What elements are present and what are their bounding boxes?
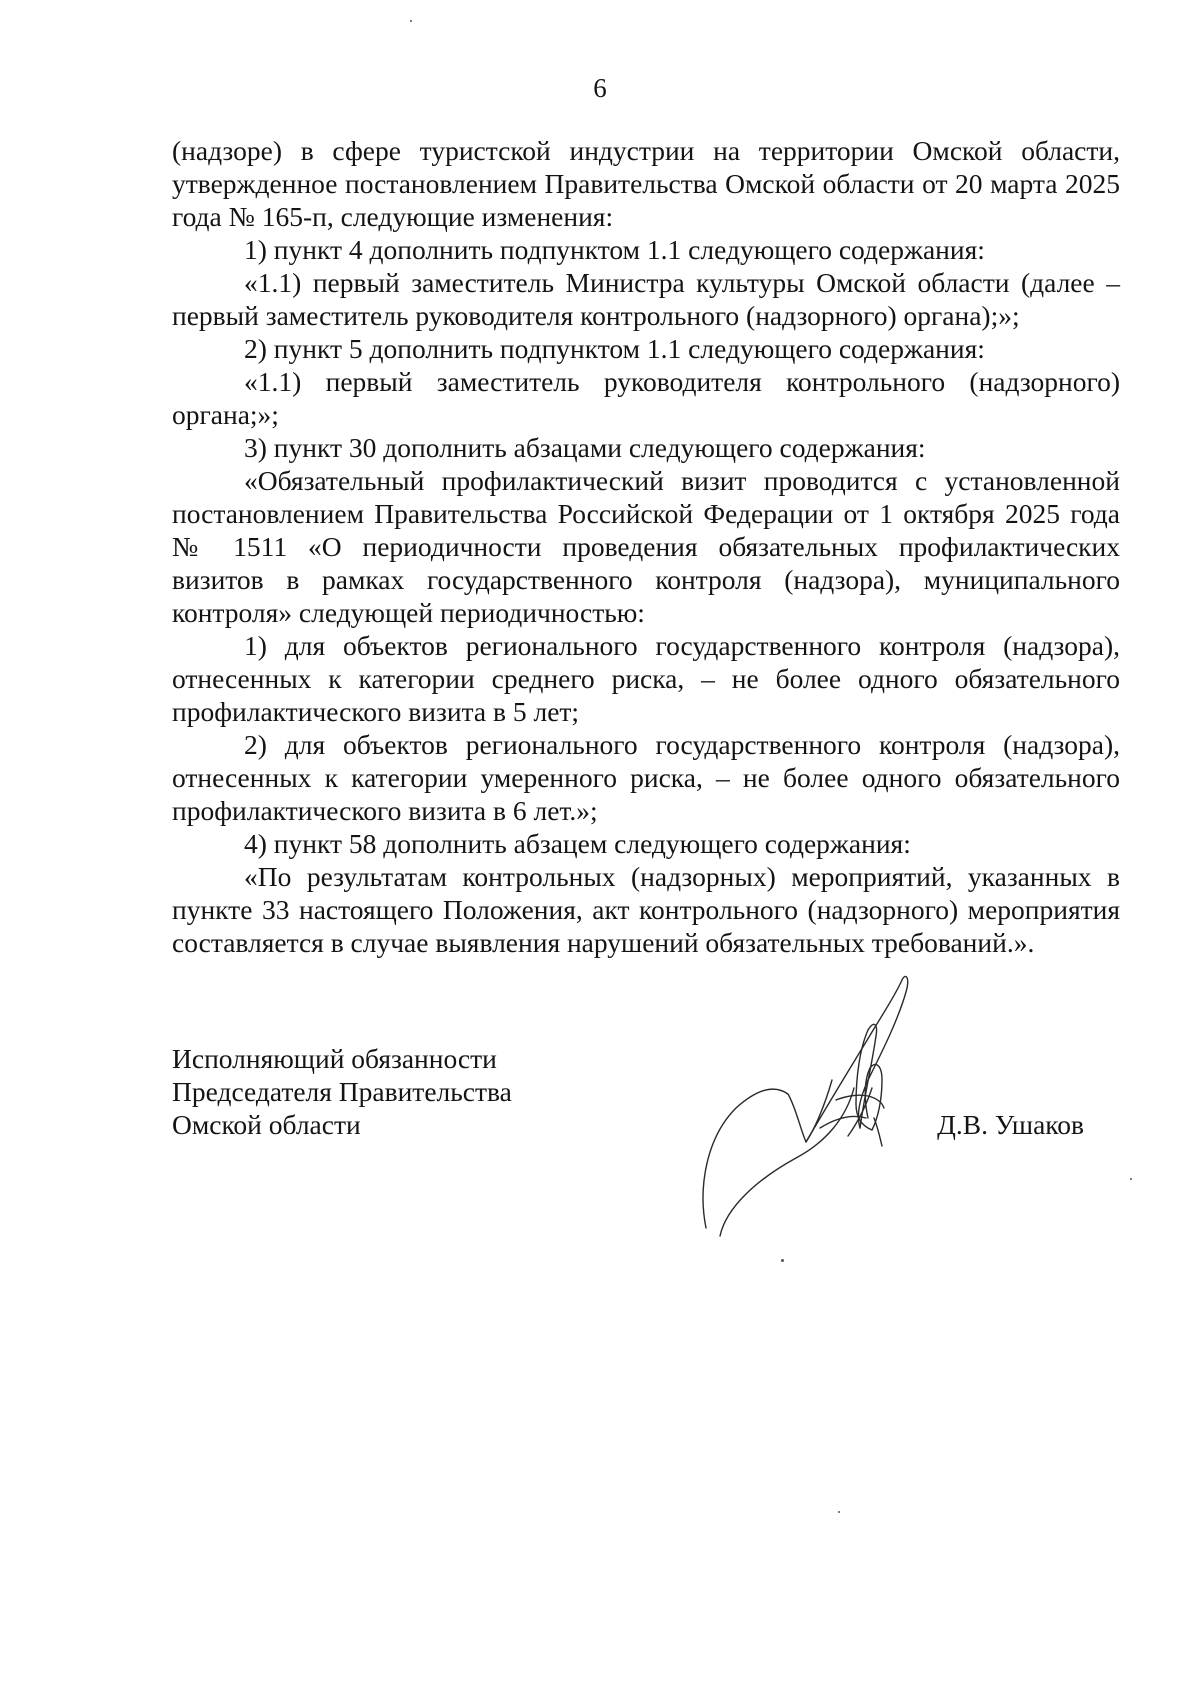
signer-position-line: Исполняющий обязанности: [172, 1043, 497, 1074]
paragraph: 2) пункт 5 дополнить подпунктом 1.1 следующего содержания:: [244, 333, 985, 364]
scan-speck: [1130, 1178, 1132, 1180]
signer-name: Д.В. Ушаков: [937, 1109, 1084, 1140]
scan-speck: [410, 20, 412, 22]
signature-block: [172, 1042, 1120, 1192]
page-number: 6: [593, 73, 607, 103]
scan-speck: [781, 1259, 784, 1262]
signer-position: [172, 1042, 512, 1141]
paragraph: 1) пункт 4 дополнить подпунктом 1.1 следующего содержания:: [244, 234, 985, 265]
signature-stroke: [720, 1088, 854, 1236]
paragraph: «Обязательный профилактический визит проводится с установленной постановлением Правительства Российской Федерации от 1 октября 2025 года № 1511 «О периодичности проведения обязательных профилактических визитов в рамках государственного контроля (надзора), муниципального контроля» следующей периодичностью:: [172, 465, 1120, 628]
paragraph: 1) для объектов регионального государственного контроля (надзора), отнесенных к категории среднего риска, – не более одного обязательного профилактического визита в 5 лет;: [172, 630, 1120, 727]
paragraph: «1.1) первый заместитель руководителя контрольного (надзорного) органа;»;: [172, 366, 1120, 430]
paragraph: 4) пункт 58 дополнить абзацем следующего содержания:: [244, 828, 911, 859]
paragraph: «По результатам контрольных (надзорных) мероприятий, указанных в пункте 33 настоящего Положения, акт контрольного (надзорного) мероприятия составляется в случае выявления нарушений обязательных требований.».: [172, 861, 1120, 958]
scan-speck: [838, 1511, 840, 1513]
handwritten-signature: [696, 968, 976, 1248]
signer-position-line: Председателя Правительства: [172, 1076, 512, 1107]
signature-stroke: [703, 1080, 832, 1228]
document-body: [172, 134, 1120, 959]
paragraph: (надзоре) в сфере туристской индустрии на территории Омской области, утвержденное постановлением Правительства Омской области от 20 марта 2025 года № 165-п, следующие изменения:: [172, 135, 1120, 232]
signer-position-line: Омской области: [172, 1109, 361, 1140]
paragraph: «1.1) первый заместитель Министра культуры Омской области (далее – первый заместитель руководителя контрольного (надзорного) органа);»;: [172, 267, 1120, 331]
paragraph: 3) пункт 30 дополнить абзацами следующего содержания:: [244, 432, 926, 463]
paragraph: 2) для объектов регионального государственного контроля (надзора), отнесенных к категории умеренного риска, – не более одного обязательного профилактического визита в 6 лет.»;: [172, 729, 1120, 826]
signature-stroke: [874, 1118, 882, 1146]
